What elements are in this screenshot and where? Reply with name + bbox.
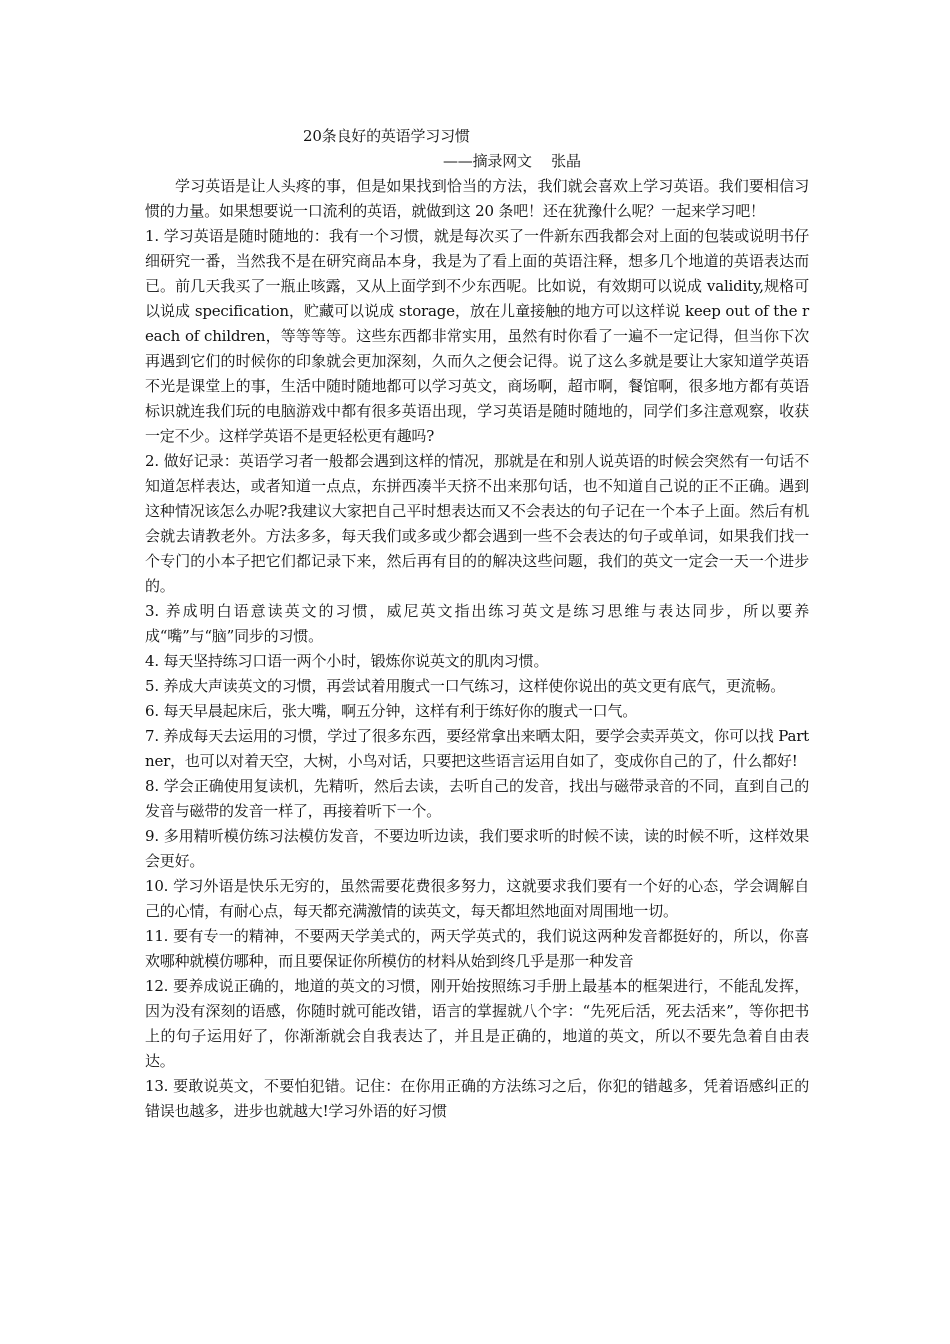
- list-item-4: 4. 每天坚持练习口语一两个小时，锻炼你说英文的肌肉习惯。: [145, 652, 549, 670]
- document-body: [145, 124, 809, 1124]
- list-item-13: 13. 要敢说英文，不要怕犯错。记住：在你用正确的方法练习之后，你犯的错越多，凭着语感纠正的错误也越多，进步也就越大!学习外语的好习惯: [145, 1077, 809, 1120]
- list-item-3: 3. 养成明白语意读英文的习惯，威尼英文指出练习英文是练习思维与表达同步，所以要养成“嘴”与“脑”同步的习惯。: [145, 602, 809, 645]
- list-item-12: 12. 要养成说正确的，地道的英文的习惯，刚开始按照练习手册上最基本的框架进行，不能乱发挥，因为没有深刻的语感，你随时就可能改错，语言的掌握就八个字：“先死后活，死去活来”，等你把书上的句子运用好了，你渐渐就会自我表达了，并且是正确的，地道的英文，所以不要先急着自由表达。: [145, 977, 809, 1070]
- list-item-9: 9. 多用精听模仿练习法模仿发音，不要边听边读，我们要求听的时候不读，读的时候不听，这样效果会更好。: [145, 827, 809, 870]
- list-item-5: 5. 养成大声读英文的习惯，再尝试着用腹式一口气练习，这样使你说出的英文更有底气，更流畅。: [145, 677, 786, 695]
- document-byline: ——摘录网文 张晶: [443, 152, 581, 170]
- list-item-1: 1. 学习英语是随时随地的：我有一个习惯，就是每次买了一件新东西我都会对上面的包装或说明书仔细研究一番，当然我不是在研究商品本身，我是为了看上面的英语注释，想多几个地道的英语表达而已。前几天我买了一瓶止咳露，又从上面学到不少东西呢。比如说，有效期可以说成 validity,规格可以说成 specification，贮藏可以说成 storage，放在儿童接触的地方可以这样说 keep out of the reach of children，等等等等。这些东西都非常实用，虽然有时你看了一遍不一定记得，但当你下次再遇到它们的时候你的印象就会更加深刻，久而久之便会记得。说了这么多就是要让大家知道学英语不光是课堂上的事，生活中随时随地都可以学习英文，商场啊，超市啊，餐馆啊，很多地方都有英语标识就连我们玩的电脑游戏中都有很多英语出现，学习英语是随时随地的，同学们多注意观察，收获一定不少。这样学英语不是更轻松更有趣吗?: [145, 227, 809, 445]
- list-item-8: 8. 学会正确使用复读机，先精听，然后去读，去听自己的发音，找出与磁带录音的不同，直到自己的发音与磁带的发音一样了，再接着听下一个。: [145, 777, 809, 820]
- document-title: 20条良好的英语学习习惯: [303, 127, 470, 145]
- intro-paragraph: 学习英语是让人头疼的事，但是如果找到恰当的方法，我们就会喜欢上学习英语。我们要相信习惯的力量。如果想要说一口流利的英语，就做到这 20 条吧！还在犹豫什么呢？一起来学习吧！: [145, 177, 809, 220]
- list-item-7: 7. 养成每天去运用的习惯，学过了很多东西，要经常拿出来晒太阳，要学会卖弄英文，你可以找 Partner，也可以对着天空，大树，小鸟对话，只要把这些语言运用自如了，变成你自己的了，什么都好!: [145, 727, 809, 770]
- list-item-10: 10. 学习外语是快乐无穷的，虽然需要花费很多努力，这就要求我们要有一个好的心态，学会调解自己的心情，有耐心点，每天都充满激情的读英文，每天都坦然地面对周围地一切。: [145, 877, 809, 920]
- list-item-6: 6. 每天早晨起床后，张大嘴，啊五分钟，这样有利于练好你的腹式一口气。: [145, 702, 638, 720]
- list-item-2: 2. 做好记录：英语学习者一般都会遇到这样的情况，那就是在和别人说英语的时候会突然有一句话不知道怎样表达，或者知道一点点，东拼西凑半天挤不出来那句话，也不知道自己说的正不正确。遇到这种情况该怎么办呢?我建议大家把自己平时想表达而又不会表达的句子记在一个本子上面。然后有机会就去请教老外。方法多多，每天我们或多或少都会遇到一些不会表达的句子或单词，如果我们找一个专门的小本子把它们都记录下来，然后再有目的的解决这些问题，我们的英文一定会一天一个进步的。: [145, 452, 809, 595]
- list-item-11: 11. 要有专一的精神，不要两天学美式的，两天学英式的，我们说这两种发音都挺好的，所以，你喜欢哪种就模仿哪种，而且要保证你所模仿的材料从始到终几乎是那一种发音: [145, 927, 809, 970]
